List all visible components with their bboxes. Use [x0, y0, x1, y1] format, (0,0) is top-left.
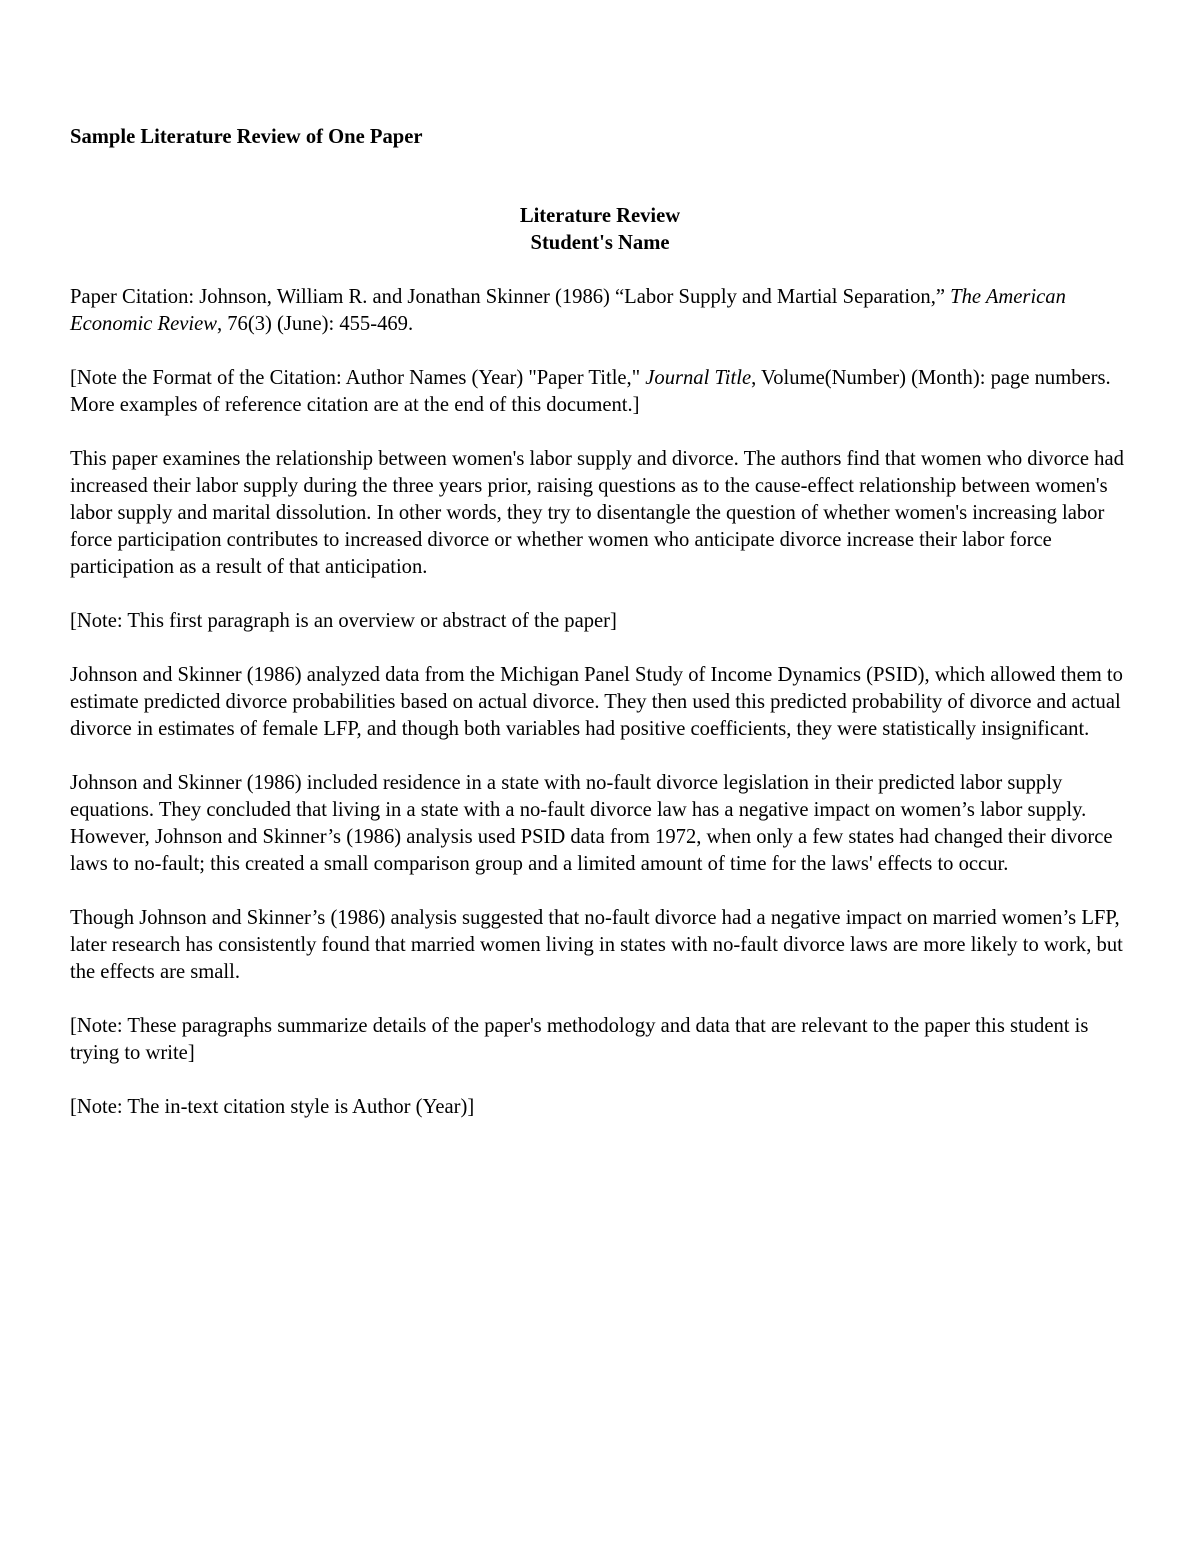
overview-note: [Note: This first paragraph is an overview or abstract of the paper] — [70, 610, 617, 632]
document-title: Sample Literature Review of One Paper — [70, 126, 423, 148]
later-research-paragraph: Though Johnson and Skinner’s (1986) analysis suggested that no-fault divorce had a negative impact on married women’s LFP, later research has consistently found that married women living in states with no-fault divorce laws are more likely to work, but the effects are small. — [70, 907, 1123, 983]
no-fault-paragraph: Johnson and Skinner (1986) included residence in a state with no-fault divorce legislation in their predicted labor supply equations. They concluded that living in a state with a no-fault divorce law has a negative impact on women’s labor supply. However, Johnson and Skinner’s (1986) analysis used PSID data from 1972, when only a few states had changed their divorce laws to no-fault; this created a small comparison group and a limited amount of time for the laws' effects to occur. — [70, 772, 1113, 875]
citation-format-note-text: [Note the Format of the Citation: Author Names (Year) "Paper Title," — [70, 367, 646, 389]
citation-style-note: [Note: The in-text citation style is Author (Year)] — [70, 1096, 475, 1118]
document-body — [70, 124, 1130, 1121]
review-heading — [70, 203, 1130, 257]
citation-format-note-journal: Journal Title — [645, 367, 752, 389]
citation-format-note — [70, 365, 1130, 419]
data-paragraph: Johnson and Skinner (1986) analyzed data from the Michigan Panel Study of Income Dynamics (PSID), which allowed them to estimate predicted divorce probabilities based on actual divorce. They then used this predicted probability of divorce and actual divorce in estimates of female LFP, and though both variables had positive coefficients, they were statistically insignificant. — [70, 664, 1123, 740]
paper-citation-journal: The American Economic Review — [70, 286, 1066, 335]
paper-citation-details: , 76(3) (June): 455-469. — [216, 313, 414, 335]
citation-format-note-details: , Volume(Number) (Month): page numbers. More examples of reference citation are at the end of this document.] — [70, 367, 1111, 416]
paper-citation-text: Paper Citation: Johnson, William R. and Jonathan Skinner (1986) “Labor Supply and Martial Separation,” — [70, 286, 951, 308]
review-heading-title: Literature Review — [519, 205, 681, 227]
methodology-note: [Note: These paragraphs summarize details of the paper's methodology and data that are relevant to the paper this student is trying to write] — [70, 1015, 1089, 1064]
review-heading-student-name: Student's Name — [530, 232, 670, 254]
overview-paragraph: This paper examines the relationship between women's labor supply and divorce. The authors find that women who divorce had increased their labor supply during the three years prior, raising questions as to the cause-effect relationship between women's labor supply and marital dissolution. In other words, they try to disentangle the question of whether women's increasing labor force participation contributes to increased divorce or whether women who anticipate divorce increase their labor force participation as a result of that anticipation. — [70, 448, 1124, 578]
paper-citation — [70, 284, 1130, 338]
